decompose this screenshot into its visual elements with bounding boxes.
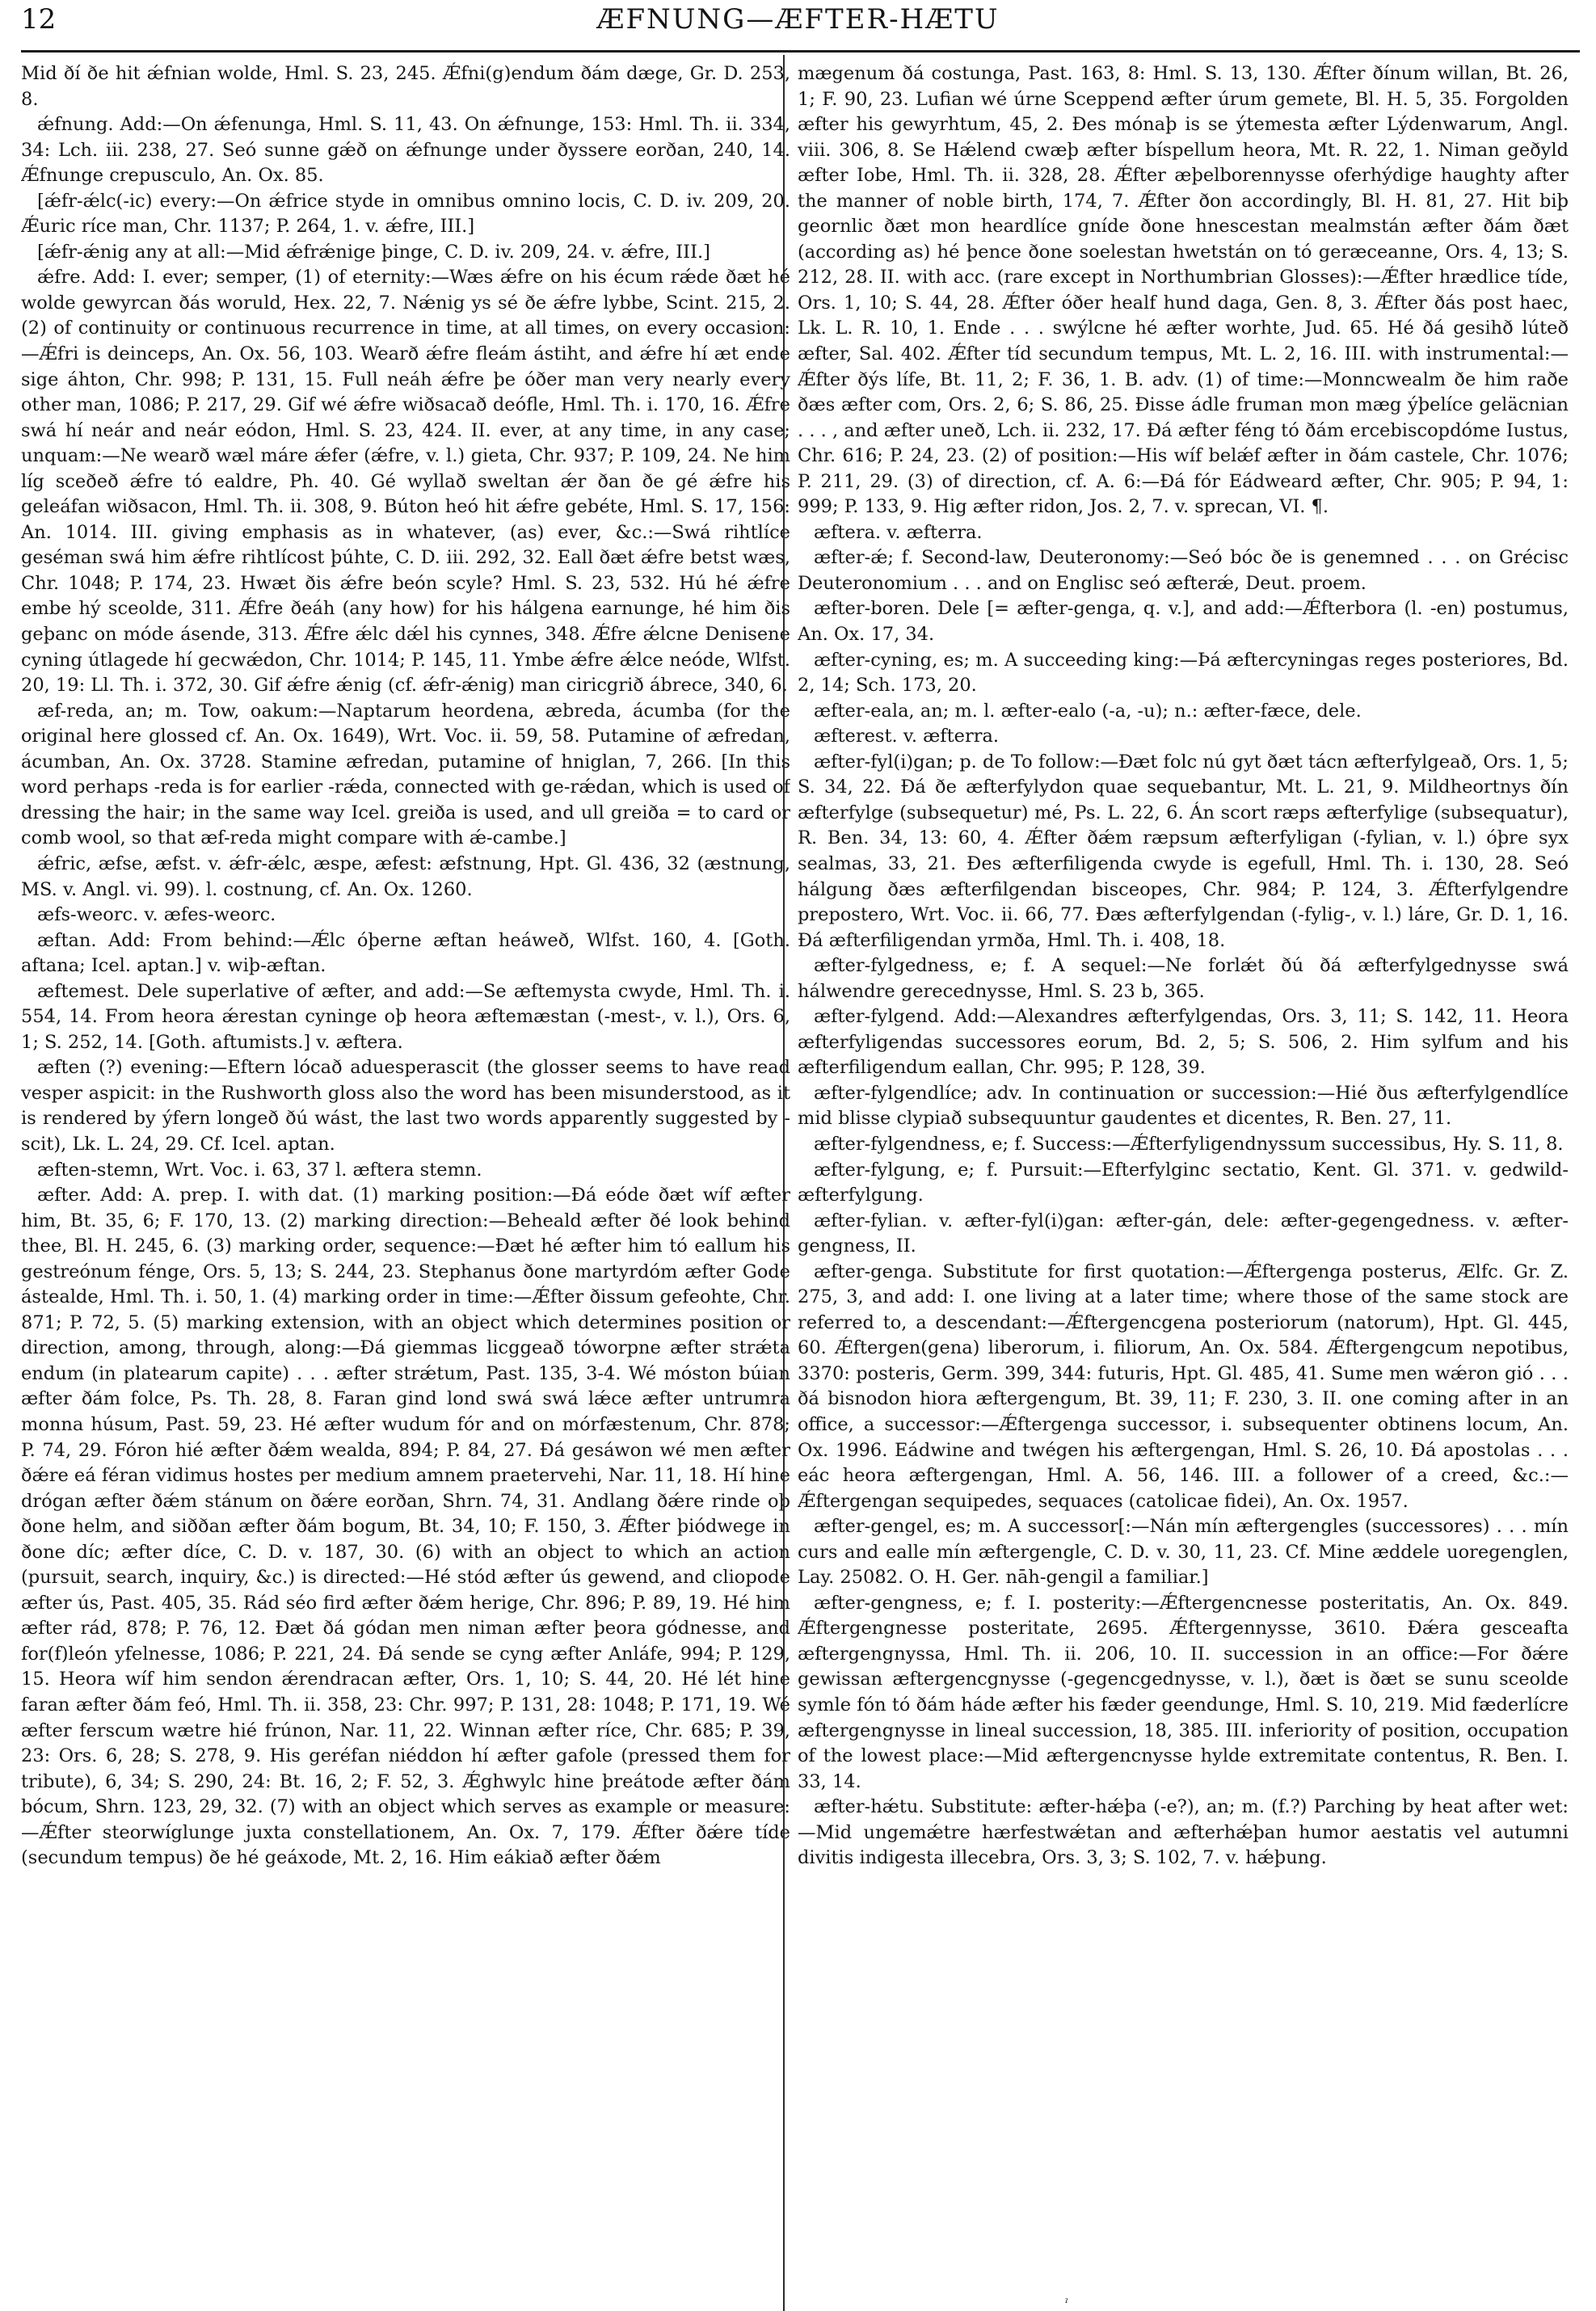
page-number: 12 [21, 3, 57, 36]
right-column [798, 61, 1569, 2292]
entry-paragraph: æfter-ǽ; f. Second-law, Deuteronomy:—Seó bóc ðe is genemned . . . on Grécisc Deuteronomium . . . and on Englisc seó æfterǽ, Deut. proem. [798, 547, 1569, 594]
entry-paragraph: æftera. v. æfterra. [814, 521, 983, 543]
entry-paragraph: æfs-weorc. v. æfes-weorc. [37, 904, 276, 926]
header-rule [21, 50, 1580, 53]
entry-paragraph: æfter-gengel, es; m. A successor[:—Nán mín æftergengles (successores) . . . mín curs and ealle mín æftergengle, C. D. v. 30, 11, 23. Cf. Mine æddele uoregenglen, Lay. 25082. O. H. Ger. nāh-gengil a familiar.] [798, 1516, 1569, 1589]
entry-paragraph: æfter-gengness, e; f. I. posterity:—Ǽftergencnesse posteritatis, An. Ox. 849. Ǽftergengnesse posteritate, 2695. Ǽftergennysse, 3610. Ðǽra gesceafta æftergengnyssa, Hml. Th. ii. 206, 10. II. succession in an office:—For ðǽre gewissan æftergencgnysse (-gegencgednysse, v. l.), ðæt is ðæt se sunu sceolde symle fón tó ðám háde æfter his fæder geendunge, Hml. S. 10, 219. Mid fæderlícre æftergengnysse in lineal succession, 18, 385. III. inferiority of position, occupation of the lowest place:—Mid æftergencnysse hylde extremitate contentus, R. Ben. I. 33, 14. [798, 1592, 1569, 1792]
entry-paragraph: ǽfre. Add: I. ever; semper, (1) of eternity:—Wæs ǽfre on his écum rǽde ðæt hé wolde gewyrcan ðás woruld, Hex. 22, 7. Nǽnig ys sé ðe ǽfre lybbe, Scint. 215, 2. (2) of continuity or continuous recurrence in time, at all times, on every occasion:—Ǽfri is deinceps, An. Ox. 56, 103. Wearð ǽfre fleám ástiht, and ǽfre hí æt ende sige áhton, Chr. 998; P. 131, 15. Full neáh ǽfre þe óðer man very nearly every other man, 1086; P. 217, 29. Gif wé ǽfre wiðsacað deófle, Hml. Th. i. 170, 16. Ǽfre swá hí neár and neár eódon, Hml. S. 23, 424. II. ever, at any time, in any case; unquam:—Ne wearð wæl máre ǽfer (ǽfre, v. l.) gieta, Chr. 937; P. 109, 24. Ne him líg sceðeð ǽfre tó ealdre, Ph. 40. Gé wyllað sweltan ǽr ðan ðe gé ǽfre his geleáfan wiðsacon, Hml. Th. ii. 308, 9. Búton heó hit ǽfre gebéte, Hml. S. 17, 156: An. 1014. III. giving emphasis as in whatever, (as) ever, &c.:—Swá rihtlíce geséman swá him ǽfre rihtlícost þúhte, C. D. iii. 292, 32. Eall ðæt ǽfre betst wæs, Chr. 1048; P. 174, 23. Hwæt ðis ǽfre beón scyle? Hml. S. 23, 532. Hú hé ǽfre embe hý sceolde, 311. Ǽfre ðeáh (any how) for his hálgena earnunge, hé him ðis geþanc on móde ásende, 313. Ǽfre ǽlc dǽl his cynnes, 348. Ǽfre ǽlcne Denisene cyning útlagede hí gecwǽdon, Chr. 1014; P. 145, 11. Ymbe ǽfre ǽlce neóde, Wlfst. 20, 19: Ll. Th. i. 372, 30. Gif ǽfre ǽnig (cf. ǽfr-ǽnig) man ciricgrið ábrece, 340, 6. [21, 267, 790, 697]
entry-paragraph: æf-reda, an; m. Tow, oakum:—Naptarum heordena, æbreda, ácumba (for the original here glossed cf. An. Ox. 1649), Wrt. Voc. ii. 59, 58. Putamine of æfredan, ácumban, An. Ox. 3728. Stamine æfredan, putamine of hniglan, 7, 266. [In this word perhaps -reda is for earlier -rǽda, connected with ge-rǽdan, which is used of dressing the hair; in the same way Icel. greiða is used, and ull greiða = to card or comb wool, so that æf-reda might compare with ǽ-cambe.] [21, 700, 790, 849]
entry-paragraph: æfter-fylgung, e; f. Pursuit:—Efterfylginc sectatio, Kent. Gl. 371. v. gedwild-æfterfylgung. [798, 1159, 1569, 1206]
entry-paragraph: æfter-genga. Substitute for first quotation:—Ǽftergenga posterus, Ælfc. Gr. Z. 275, 3, and add: I. one living at a later time; where those of the same stock are referred to, a descendant:—Ǽftergencgena posteriorum (natorum), Hpt. Gl. 445, 60. Ǽftergen(gena) liberorum, i. filiorum, An. Ox. 584. Ǽftergengcum nepotibus, 3370: posteris, Germ. 399, 344: futuris, Hpt. Gl. 485, 41. Sume men wǽron gió . . . ðá bisnodon hiora æftergengum, Bt. 39, 11; F. 230, 3. II. one coming after in an office, a successor:—Ǽftergenga successor, i. subsequenter obtinens locum, An. Ox. 1996. Eádwine and twégen his æftergengan, Hml. S. 26, 10. Ðá apostolas . . . eác heora æftergengan, Hml. A. 56, 146. III. a follower of a creed, &c.:—Ǽftergengan sequipedes, sequaces (catolicae fidei), An. Ox. 1957. [798, 1261, 1569, 1512]
entry-paragraph: æfter-cyning, es; m. A succeeding king:—Þá æftercyningas reges posteriores, Bd. 2, 14; Sch. 173, 20. [798, 649, 1569, 697]
entry-paragraph: æfter-fylgend. Add:—Alexandres æfterfylgendas, Ors. 3, 11; S. 142, 11. Heora æfterfyligendas successores eorum, Bd. 2, 5; S. 506, 2. Him sylfum and his æfterfiligendum eallan, Chr. 995; P. 128, 39. [798, 1006, 1569, 1079]
entry-paragraph: æften-stemn, Wrt. Voc. i. 63, 37 l. æftera stemn. [37, 1159, 482, 1181]
entry-paragraph: æftan. Add: From behind:—Ǽlc óþerne æftan heáweð, Wlfst. 160, 4. [Goth. aftana; Icel. aptan.] v. wiþ-æftan. [21, 929, 790, 977]
entry-paragraph: æftemest. Dele superlative of æfter, and add:—Se æftemysta cwyde, Hml. Th. i. 554, 14. From heora ǽrestan cyninge oþ heora æftemæstan (-mest-, v. l.), Ors. 6, 1; S. 252, 14. [Goth. aftumists.] v. æftera. [21, 980, 790, 1053]
column-divider [783, 55, 785, 2311]
running-head: ÆFNUNG—ÆFTER-HÆTU [596, 3, 1000, 36]
entry-paragraph: Mid ðí ðe hit ǽfnian wolde, Hml. S. 23, 245. Ǽfni(g)endum ðám dæge, Gr. D. 253, 8. [21, 63, 790, 110]
entry-paragraph: æften (?) evening:—Eftern lócað aduesperascit (the glosser seems to have read vesper aspicit: in the Rushworth gloss also the word has been misunderstood, as it is rendered by ýfern longeð ðú wást, the last two words apparently suggested by -scit), Lk. L. 24, 29. Cf. Icel. aptan. [21, 1057, 790, 1155]
entry-paragraph: ǽfnung. Add:—On ǽfenunga, Hml. S. 11, 43. On ǽfnunge, 153: Hml. Th. ii. 334, 34: Lch. iii. 238, 27. Seó sunne gǽð on ǽfnunge under ðyssere eorðan, 240, 14. Ǽfnunge crepusculo, An. Ox. 85. [21, 114, 790, 187]
entry-paragraph: mægenum ðá costunga, Past. 163, 8: Hml. S. 13, 130. Ǽfter ðínum willan, Bt. 26, 1; F. 90, 23. Lufian wé úrne Sceppend æfter úrum gemete, Bl. H. 5, 35. Forgolden æfter his gewyrhtum, 45, 2. Ðes mónaþ is se ýtemesta æfter Lýdenwarum, Angl. viii. 306, 8. Se Hǽlend cwæþ æfter bíspellum heora, Mt. R. 22, 1. Niman geðyld æfter Iobe, Hml. Th. ii. 328, 28. Ǽfter æþelborennysse oferhýdige haughty after the manner of noble birth, 174, 7. Ǽfter ðon accordingly, Bl. H. 81, 27. Hit biþ geornlic ðæt mon heardlíce gníde ðone hnescestan mealmstán æfter ðám ðæt (according as) hé þence ðone soelestan hwetstán on tó geræceanne, Ors. 4, 13; S. 212, 28. II. with acc. (rare except in Northumbrian Glosses):—Ǽfter hrædlice tíde, Ors. 1, 10; S. 44, 28. Ǽfter óðer healf hund daga, Gen. 8, 3. Ǽfter ðás post haec, Lk. L. R. 10, 1. Ende . . . swýlcne hé æfter worhte, Jud. 65. Hé ðá gesihð lúteð æfter, Sal. 402. Ǽfter tíd secundum tempus, Mt. L. 2, 16. III. with instrumental:—Ǽfter ðýs lífe, Bt. 11, 2; F. 36, 1. B. adv. (1) of time:—Monncwealm ðe him raðe ðæs æfter com, Ors. 2, 6; S. 86, 25. Ðisse ádle fruman mon mæg ýþelíce geläcnian . . . , and æfter uneð, Lch. ii. 232, 17. Ðá æfter féng tó ðám ercebiscopdóme Iustus, Chr. 616; P. 24, 23. (2) of position:—His wíf belǽf æfter in ðám castele, Chr. 1076; P. 211, 29. (3) of direction, cf. A. 6:—Ðá fór Eádweard æfter, Chr. 905; P. 94, 1: 999; P. 133, 9. Hig æfter ridon, Jos. 2, 7. v. sprecan, VI. ¶. [798, 63, 1569, 518]
entry-paragraph: æfter-eala, an; m. l. æfter-ealo (-a, -u); n.: æfter-fæce, dele. [814, 700, 1362, 722]
footer-mark: ˀ [1065, 2297, 1068, 2310]
entry-paragraph: ǽfric, æfse, æfst. v. ǽfr-ǽlc, æspe, æfest: æfstnung, Hpt. Gl. 436, 32 (æstnung, MS. v. Angl. vi. 99). l. costnung, cf. An. Ox. 1260. [21, 852, 790, 900]
entry-paragraph: [ǽfr-ǽnig any at all:—Mid ǽfrǽnige þinge, C. D. iv. 209, 24. v. ǽfre, III.] [37, 241, 710, 263]
entry-paragraph: æfter-hǽtu. Substitute: æfter-hǽþa (-e?), an; m. (f.?) Parching by heat after wet:—Mid ungemǽtre hærfestwǽtan and æfterhǽþan humor aestatis vel autumni divitis indigesta illecebra, Ors. 3, 3; S. 102, 7. v. hǽþung. [798, 1796, 1569, 1869]
entry-paragraph: æfter-fylian. v. æfter-fyl(i)gan: æfter-gán, dele: æfter-gegengedness. v. æfter-gengness, II. [798, 1210, 1569, 1257]
entry-paragraph: æfter-fylgendlíce; adv. In continuation or succession:—Hié ðus æfterfylgendlíce mid blisse clypiað subsequuntur gaudentes et dicentes, R. Ben. 27, 11. [798, 1082, 1569, 1130]
entry-paragraph: æfter-fylgendness, e; f. Success:—Ǽfterfyligendnyssum successibus, Hy. S. 11, 8. [814, 1133, 1564, 1155]
entry-paragraph: æfter-boren. Dele [= æfter-genga, q. v.], and add:—Ǽfterbora (l. -en) postumus, An. Ox. 17, 34. [798, 598, 1569, 646]
entry-paragraph: æfter. Add: A. prep. I. with dat. (1) marking position:—Ðá eóde ðæt wíf æfter him, Bt. 35, 6; F. 170, 13. (2) marking direction:—Beheald æfter ðé look behind thee, Bl. H. 245, 6. (3) marking order, sequence:—Ðæt hé æfter him tó eallum his gestreónum fénge, Ors. 5, 13; S. 244, 23. Stephanus ðone martyrdóm æfter Gode ástealde, Hml. Th. i. 50, 1. (4) marking order in time:—Ǽfter ðissum gefeohte, Chr. 871; P. 72, 5. (5) marking extension, with an object which determines position or direction, among, through, along:—Ðá giemmas licggeað tóworpne æfter strǽta endum (in platearum capite) . . . æfter strǽtum, Past. 135, 3-4. Wé móston búian æfter ðám folce, Ps. Th. 28, 8. Faran gind lond swá swá lǽce æfter untrumra monna húsum, Past. 59, 23. Hé æfter wudum fór and on mórfæstenum, Chr. 878; P. 74, 29. Fóron hié æfter ðǽm wealda, 894; P. 84, 27. Ðá gesáwon wé men æfter ðǽre eá féran vidimus hostes per medium amnem praetervehi, Nar. 11, 18. Hí hine drógan æfter ðǽm stánum on ðǽre eorðan, Shrn. 74, 31. Andlang ðǽre rinde oþ ðone helm, and siððan æfter ðám bogum, Bt. 34, 10; F. 150, 3. Ǽfter þiódwege in ðone díc; æfter díce, C. D. v. 187, 30. (6) with an object to which an action (pursuit, search, inquiry, &c.) is directed:—Hé stód æfter ús gewend, and cliopode æfter ús, Past. 405, 35. Rád séo fird æfter ðǽm herige, Chr. 896; P. 89, 19. Hé him æfter rád, 878; P. 76, 12. Ðæt ðá gódan men niman æfter þeora gódnesse, and for(f)león yfelnesse, 1086; P. 221, 24. Ðá sende se cyng æfter Anláfe, 994; P. 129, 15. Heora wíf him sendon ǽrendracan æfter, Ors. 1, 10; S. 44, 20. Hé lét hine faran æfter ðám feó, Hml. Th. ii. 358, 23: Chr. 997; P. 131, 28: 1048; P. 171, 19. Wé æfter ferscum wætre hié frúnon, Nar. 11, 22. Winnan æfter ríce, Chr. 685; P. 39, 23: Ors. 6, 28; S. 278, 9. His geréfan niéddon hí æfter gafole (pressed them for tribute), 6, 34; S. 290, 24: Bt. 16, 2; F. 52, 3. Ǽghwylc hine þreátode æfter ðám bócum, Shrn. 123, 29, 32. (7) with an object which serves as example or measure:—Ǽfter steorwíglunge juxta constellationem, An. Ox. 7, 179. Ǽfter ðǽre tíde (secundum tempus) ðe hé geáxode, Mt. 2, 16. Him eákiað æfter ðǽm [21, 1185, 790, 1869]
entry-paragraph: æfter-fyl(i)gan; p. de To follow:—Ðæt folc nú gyt ðæt tácn æfterfylgeað, Ors. 1, 5; S. 34, 22. Ðá ðe æfterfylydon quae sequebantur, Mt. L. 21, 9. Mildheortnys ðín æfterfylge (subsequetur) mé, Ps. L. 22, 6. Án scort ræps æfterfylige (subsequatur), R. Ben. 34, 13: 60, 4. Ǽfter ðǽm ræpsum æfterfyligan (-fylian, v. l.) óþre syx sealmas, 33, 21. Ðes æfterfiligenda cwyde is egefull, Hml. Th. i. 130, 28. Seó hálgung ðæs æfterfilgendan bisceopes, Chr. 984; P. 124, 3. Ǽfterfylgendre prepostero, Wrt. Voc. ii. 66, 77. Ðæs æfterfylgendan (-fylig-, v. l.) láre, Gr. D. 1, 16. Ðá æfterfiligendan yrmða, Hml. Th. i. 408, 18. [798, 751, 1569, 951]
entry-paragraph: æfterest. v. æfterra. [814, 726, 1000, 747]
entry-paragraph: æfter-fylgedness, e; f. A sequel:—Ne forlǽt ðú ðá æfterfylgednysse swá hálwendre gerecednysse, Hml. S. 23 b, 365. [798, 955, 1569, 1002]
left-column [21, 61, 790, 2292]
entry-paragraph: [ǽfr-ǽlc(-ic) every:—On ǽfrice styde in omnibus omnino locis, C. D. iv. 209, 20. Ǽuric ríce man, Chr. 1137; P. 264, 1. v. ǽfre, III.] [21, 190, 790, 238]
